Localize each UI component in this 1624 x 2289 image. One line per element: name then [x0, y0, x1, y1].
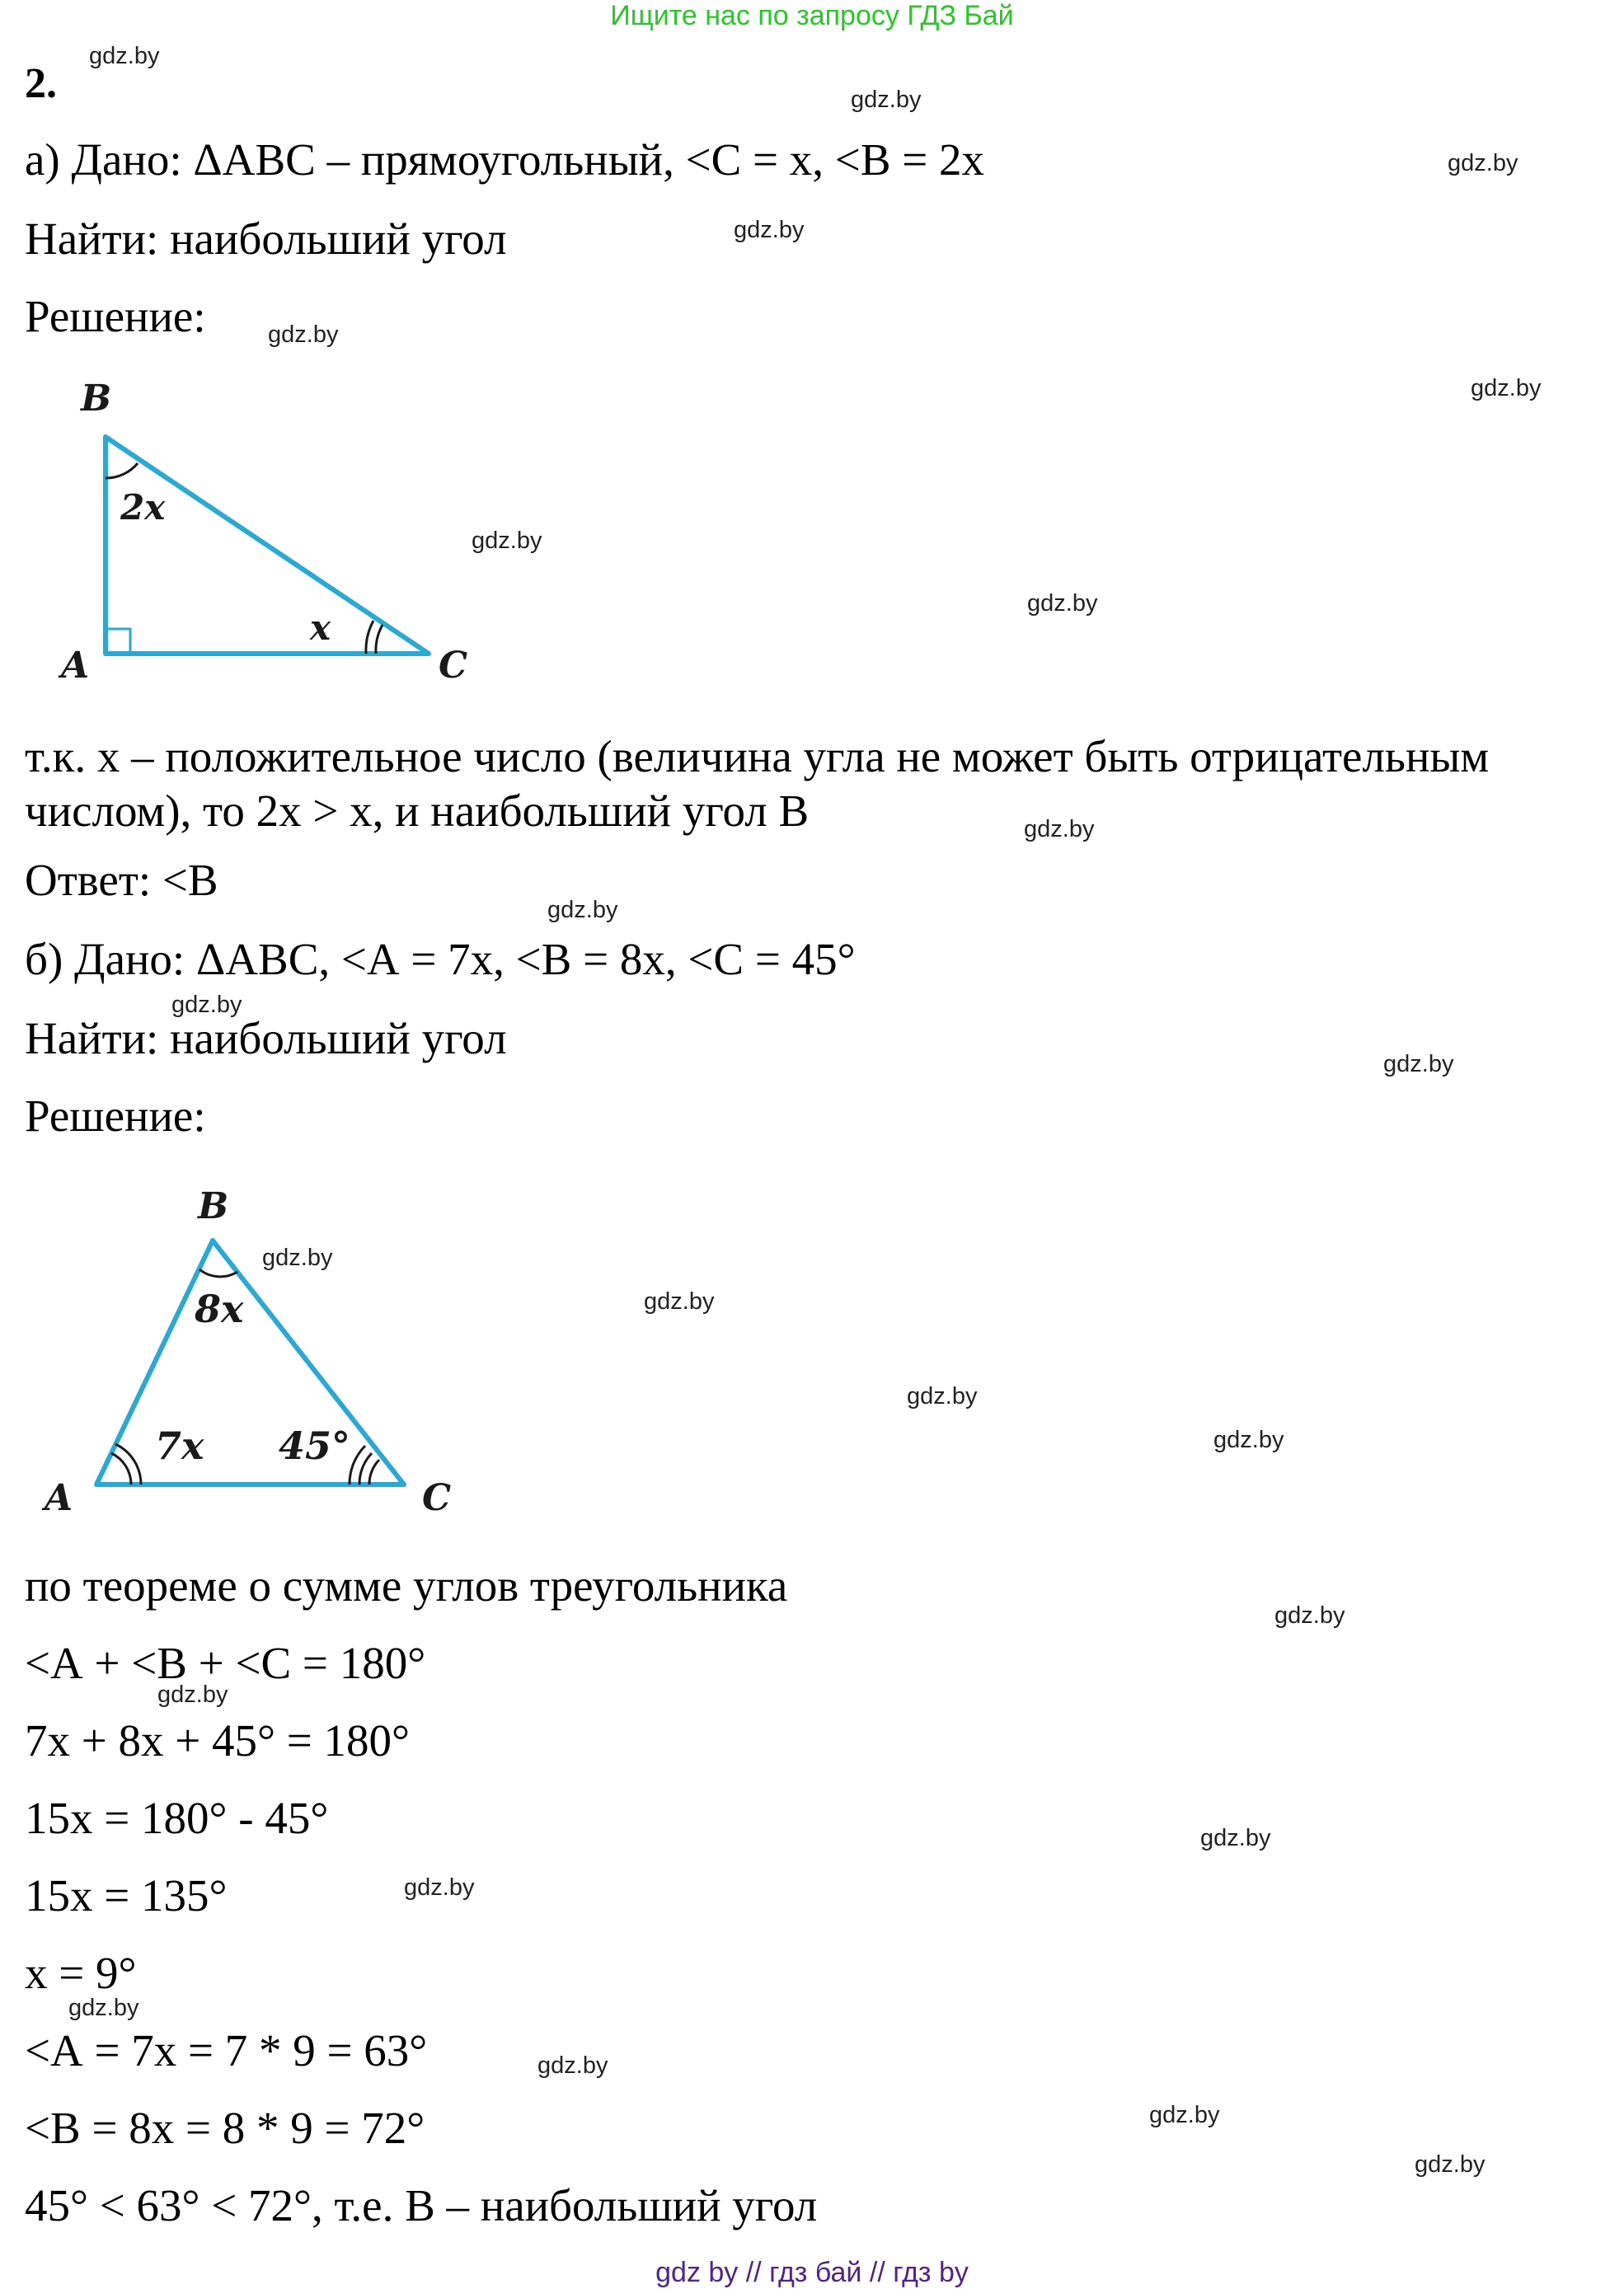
part-b-solution-label: Решение:: [25, 1091, 206, 1141]
part-b-given: б) Дано: ΔАВС, <А = 7х, <В = 8х, <С = 45°: [25, 934, 856, 984]
watermark: gdz.by: [734, 217, 805, 243]
vertex-b-label: B: [198, 1185, 229, 1227]
angle-b-value: 2x: [120, 487, 166, 528]
angle-c-arc-2: [366, 621, 373, 654]
triangle-abc-a: [106, 437, 429, 654]
angle-a-arc-1: [111, 1453, 131, 1485]
watermark: gdz.by: [547, 897, 618, 923]
vertex-c-label: C: [422, 1477, 452, 1519]
watermark: gdz.by: [157, 1682, 228, 1708]
task-number: 2.: [25, 60, 57, 107]
part-a-reasoning-1: т.к. х – положительное число (величина угла не может быть отрицательным: [25, 731, 1490, 781]
watermark: gdz.by: [1213, 1427, 1284, 1453]
angle-a-arc-2: [115, 1444, 141, 1485]
watermark: gdz.by: [89, 43, 160, 69]
part-a-answer: Ответ: <В: [25, 855, 218, 905]
angle-b-arc: [199, 1269, 237, 1277]
promo-banner[interactable]: Ищите нас по запросу ГДЗ Бай: [610, 0, 1014, 31]
watermark: gdz.by: [644, 1288, 715, 1315]
watermark: gdz.by: [268, 321, 339, 348]
watermark: gdz.by: [472, 528, 542, 554]
angle-c-value: 45°: [279, 1424, 351, 1468]
vertex-a-label: A: [45, 1477, 73, 1519]
step-simplify: 15х = 135°: [25, 1870, 228, 1921]
step-theorem: по теореме о сумме углов треугольника: [25, 1560, 788, 1611]
watermark: gdz.by: [1448, 150, 1518, 176]
step-angle-b: <В = 8х = 8 * 9 = 72°: [25, 2103, 425, 2153]
triangle-abc-b: [96, 1241, 404, 1485]
watermark: gdz.by: [1415, 2151, 1486, 2178]
watermark: gdz.by: [851, 87, 922, 113]
footer-links[interactable]: gdz by // гдз бай // гдз by: [655, 2257, 969, 2288]
watermark: gdz.by: [262, 1245, 333, 1271]
right-angle-mark: [106, 629, 130, 654]
watermark: gdz.by: [1024, 816, 1095, 842]
angle-b-value: 8x: [195, 1287, 244, 1331]
watermark: gdz.by: [1383, 1051, 1454, 1077]
part-b-find: Найти: наибольший угол: [25, 1013, 507, 1063]
vertex-a-label: A: [61, 645, 90, 687]
step-conclusion: 45° < 63° < 72°, т.е. В – наибольший угол: [25, 2180, 818, 2230]
vertex-b-label: B: [81, 379, 112, 420]
step-subtract: 15х = 180° - 45°: [25, 1793, 329, 1843]
part-a-reasoning-2: числом), то 2х > х, и наибольший угол В: [25, 786, 810, 836]
angle-a-value: 7x: [155, 1424, 204, 1468]
watermark: gdz.by: [1200, 1825, 1271, 1851]
angle-b-arc: [106, 463, 138, 478]
watermark: gdz.by: [404, 1874, 475, 1901]
angle-c-value: x: [310, 607, 331, 648]
step-substitute: 7х + 8х + 45° = 180°: [25, 1715, 411, 1766]
watermark: gdz.by: [1274, 1602, 1345, 1629]
watermark: gdz.by: [537, 2052, 608, 2079]
part-a-given: а) Дано: ΔАВС – прямоугольный, <С = х, <В = 2х: [25, 134, 985, 185]
step-sum: <А + <В + <С = 180°: [25, 1638, 426, 1688]
angle-c-arc-1: [376, 625, 383, 654]
watermark: gdz.by: [1471, 375, 1542, 401]
acute-triangle-figure: [33, 1179, 495, 1525]
watermark: gdz.by: [1149, 2102, 1220, 2128]
vertex-c-label: C: [439, 645, 468, 687]
watermark: gdz.by: [1027, 590, 1098, 617]
watermark: gdz.by: [68, 1995, 139, 2021]
watermark: gdz.by: [171, 992, 242, 1018]
watermark: gdz.by: [907, 1383, 978, 1410]
step-angle-a: <А = 7х = 7 * 9 = 63°: [25, 2025, 428, 2076]
part-a-solution-label: Решение:: [25, 291, 206, 341]
step-x-value: х = 9°: [25, 1948, 137, 1998]
right-triangle-figure: [49, 379, 511, 692]
angle-c-arc-1: [369, 1460, 379, 1485]
part-a-find: Найти: наибольший угол: [25, 213, 507, 264]
